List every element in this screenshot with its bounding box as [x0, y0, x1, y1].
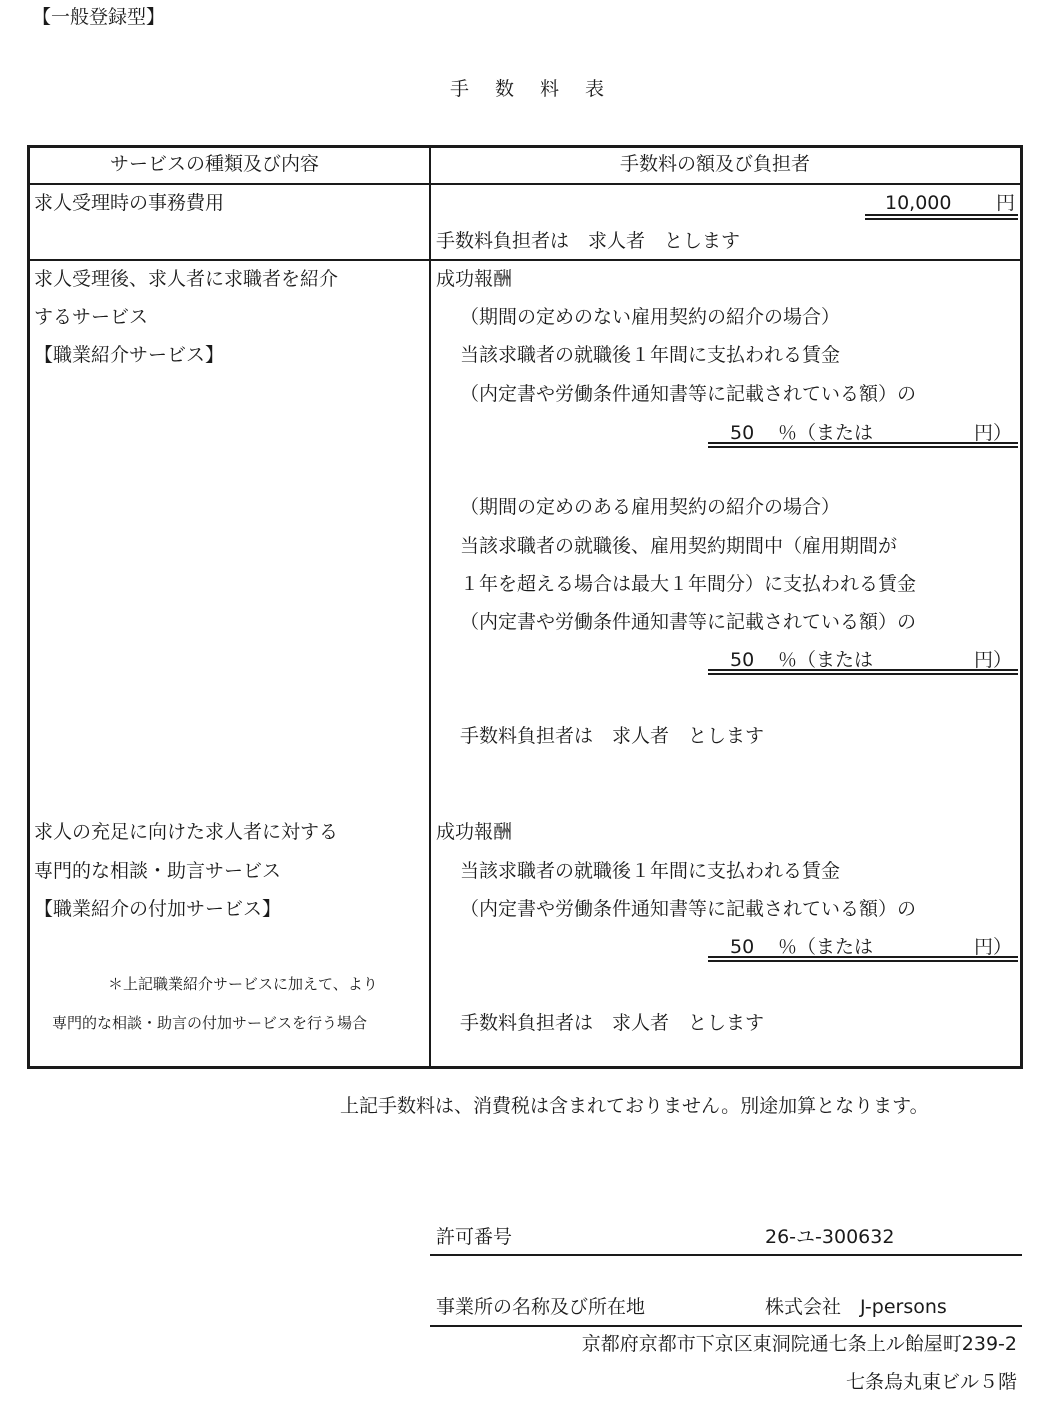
row1-fee-unit: 円: [996, 192, 1016, 214]
row2-service-line2: するサービス: [34, 306, 149, 328]
row2-section1-underline: [708, 442, 1018, 448]
table-border-right: [1020, 145, 1023, 1069]
office-underline: [430, 1325, 1022, 1327]
row3-payer: 手数料負担者は 求人者 とします: [460, 1012, 765, 1034]
row2-fee-heading: 成功報酬: [436, 268, 513, 290]
license-label: 許可番号: [436, 1226, 513, 1248]
row2-section2-underline: [708, 669, 1018, 675]
row2-section2-condition: （期間の定めのある雇用契約の紹介の場合）: [460, 496, 841, 518]
table-border-bottom: [27, 1066, 1023, 1069]
row3-fee-line2: （内定書や労働条件通知書等に記載されている額）の: [460, 898, 917, 920]
row3-rate-suffix: ％（または: [778, 936, 874, 958]
row1-amount-underline: [865, 214, 1018, 220]
office-label: 事業所の名称及び所在地: [436, 1296, 646, 1318]
row1-payer: 手数料負担者は 求人者 とします: [436, 230, 741, 252]
header-row-divider: [27, 183, 1023, 185]
row3-note-line2: 専門的な相談・助言の付加サービスを行う場合: [52, 1014, 368, 1032]
row2-section2-line3: （内定書や労働条件通知書等に記載されている額）の: [460, 611, 917, 633]
tax-note: 上記手数料は、消費税は含まれておりません。別途加算となります。: [340, 1095, 929, 1117]
license-number: 26-ユ-300632: [765, 1226, 895, 1248]
row2-section1-line2: （内定書や労働条件通知書等に記載されている額）の: [460, 383, 917, 405]
row2-payer: 手数料負担者は 求人者 とします: [460, 725, 765, 747]
page-title: 手数料表: [450, 78, 631, 100]
row3-fee-heading: 成功報酬: [436, 821, 513, 843]
row2-section1-rate: 50: [730, 422, 755, 444]
address-line1: 京都府京都市下京区東洞院通七条上ル飴屋町239-2: [581, 1333, 1017, 1355]
row-divider-1: [27, 259, 1023, 261]
table-border-left: [27, 145, 30, 1069]
license-underline: [430, 1254, 1022, 1256]
address-line2: 七条烏丸東ビル５階: [845, 1371, 1017, 1393]
row3-note-line1: ＊上記職業紹介サービスに加えて、より: [108, 975, 378, 993]
company-name: 株式会社 J-persons: [765, 1296, 947, 1318]
column-header-service: サービスの種類及び内容: [110, 153, 320, 175]
row2-section2-rate-suffix: ％（または: [778, 649, 874, 671]
row3-underline: [708, 956, 1018, 962]
row2-section2-rate: 50: [730, 649, 755, 671]
registration-type-label: 【一般登録型】: [32, 6, 166, 28]
row2-section1-condition: （期間の定めのない雇用契約の紹介の場合）: [460, 306, 841, 328]
row2-section1-rate-suffix: ％（または: [778, 422, 874, 444]
row3-service-line3: 【職業紹介の付加サービス】: [34, 898, 282, 920]
column-header-fee: 手数料の額及び負担者: [620, 153, 811, 175]
row3-service-line2: 専門的な相談・助言サービス: [34, 860, 282, 882]
row2-service-line3: 【職業紹介サービス】: [34, 344, 225, 366]
column-divider: [429, 145, 431, 1069]
row1-fee-amount: 10,000: [885, 192, 952, 214]
row3-service-line1: 求人の充足に向けた求人者に対する: [34, 821, 339, 843]
row2-section2-line1: 当該求職者の就職後、雇用契約期間中（雇用期間が: [460, 535, 898, 557]
row2-service-line1: 求人受理後、求人者に求職者を紹介: [34, 268, 339, 290]
row3-yen: 円）: [974, 936, 1013, 958]
row3-fee-line1: 当該求職者の就職後１年間に支払われる賃金: [460, 860, 841, 882]
row2-section1-line1: 当該求職者の就職後１年間に支払われる賃金: [460, 344, 841, 366]
row2-section2-yen: 円）: [974, 649, 1013, 671]
row2-section1-yen: 円）: [974, 422, 1013, 444]
table-border-top: [27, 145, 1023, 148]
row2-section2-line2: １年を超える場合は最大１年間分）に支払われる賃金: [460, 573, 917, 595]
row3-rate: 50: [730, 936, 755, 958]
row1-service: 求人受理時の事務費用: [34, 192, 225, 214]
